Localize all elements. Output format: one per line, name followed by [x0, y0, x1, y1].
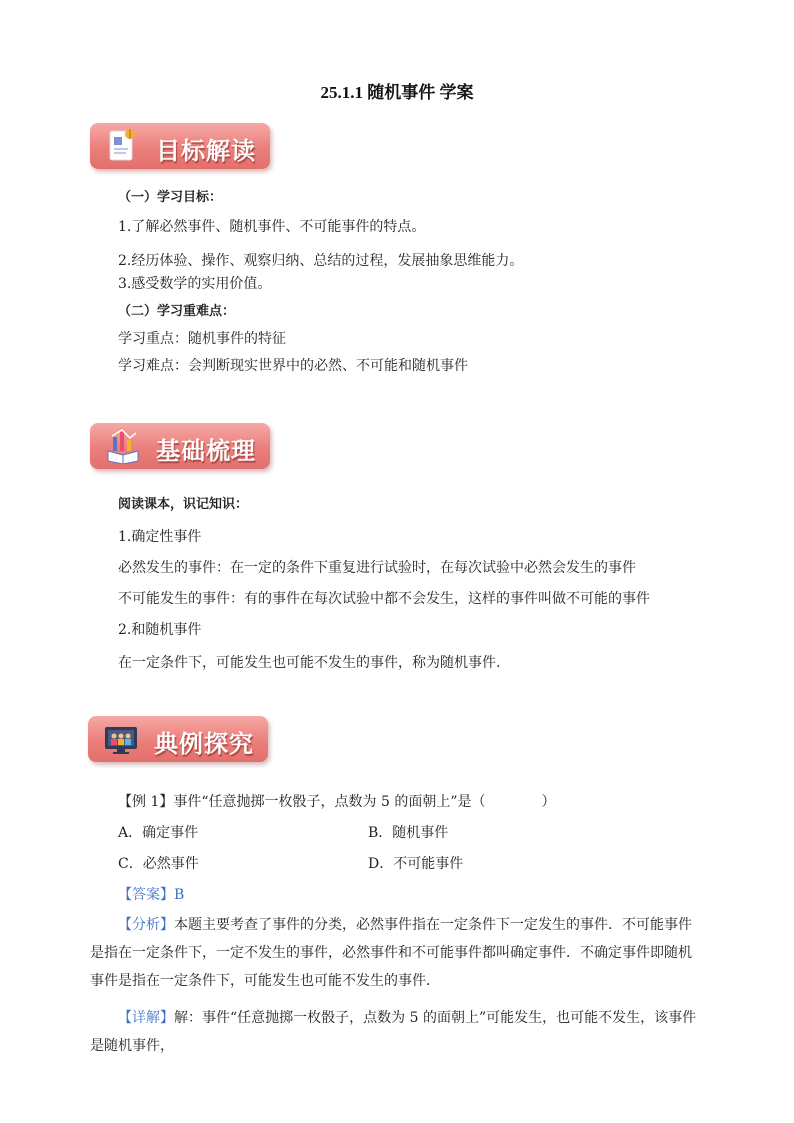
key-point: 学习重点：随机事件的特征 [118, 331, 286, 347]
goal-item: 2.经历体验、操作、观察归纳、总结的过程，发展抽象思维能力。 [118, 253, 524, 269]
basics-intro: 阅读课本，识记知识： [118, 497, 249, 512]
option-d: D．不可能事件 [368, 856, 464, 872]
analysis-paragraph: 【分析】本题主要考查了事件的分类，必然事件指在一定条件下一定发生的事件．不可能事件是指在一定条件下，一定不发生的事件，必然事件和不可能事件都叫确定事件．不确定事件即随机事件是指在一定条件下，可能发生也可能不发生的事件． [90, 917, 692, 989]
goal-item: 1.了解必然事件、随机事件、不可能事件的特点。 [118, 219, 426, 235]
section-banner-examples [88, 716, 268, 762]
goals-subheading: （一）学习目标： [118, 190, 223, 205]
answer: 【答案】B [118, 887, 185, 903]
option-a: A．确定事件 [118, 825, 199, 841]
screen-people-icon [102, 720, 140, 758]
section-banner-label: 典例探究 [154, 730, 254, 758]
difficult-point: 学习难点：会判断现实世界中的必然、不可能和随机事件 [118, 358, 468, 374]
goal-item: 3.感受数学的实用价值。 [118, 276, 272, 292]
basics-line: 1.确定性事件 [118, 529, 202, 545]
option-b: B．随机事件 [368, 825, 449, 841]
document-icon [104, 127, 142, 165]
book-chart-icon [104, 427, 142, 465]
basics-line: 2.和随机事件 [118, 622, 202, 638]
detail-paragraph: 【详解】解：事件“任意抛掷一枚骰子，点数为 5 的面朝上”可能发生，也可能不发生，该事件是随机事件， [90, 1010, 697, 1054]
example-question: 【例 1】事件“任意抛掷一枚骰子，点数为 5 的面朝上”是（ ） [118, 794, 556, 810]
option-c: C．必然事件 [118, 856, 199, 872]
basics-line: 在一定条件下，可能发生也可能不发生的事件，称为随机事件. [118, 655, 501, 671]
basics-line: 不可能发生的事件：有的事件在每次试验中都不会发生，这样的事件叫做不可能的事件 [118, 591, 650, 607]
section-banner-goals [90, 123, 270, 169]
bracket-label: 【分析】 [118, 917, 174, 933]
section-banner-label: 目标解读 [156, 137, 256, 165]
page-title: 25.1.1 随机事件 学案 [320, 83, 474, 102]
key-points-subheading: （二）学习重难点： [118, 304, 236, 319]
section-banner-basics [90, 423, 270, 469]
bracket-label: 【详解】 [118, 1010, 174, 1026]
section-banner-label: 基础梳理 [156, 437, 256, 465]
basics-line: 必然发生的事件：在一定的条件下重复进行试验时，在每次试验中必然会发生的事件 [118, 560, 636, 576]
